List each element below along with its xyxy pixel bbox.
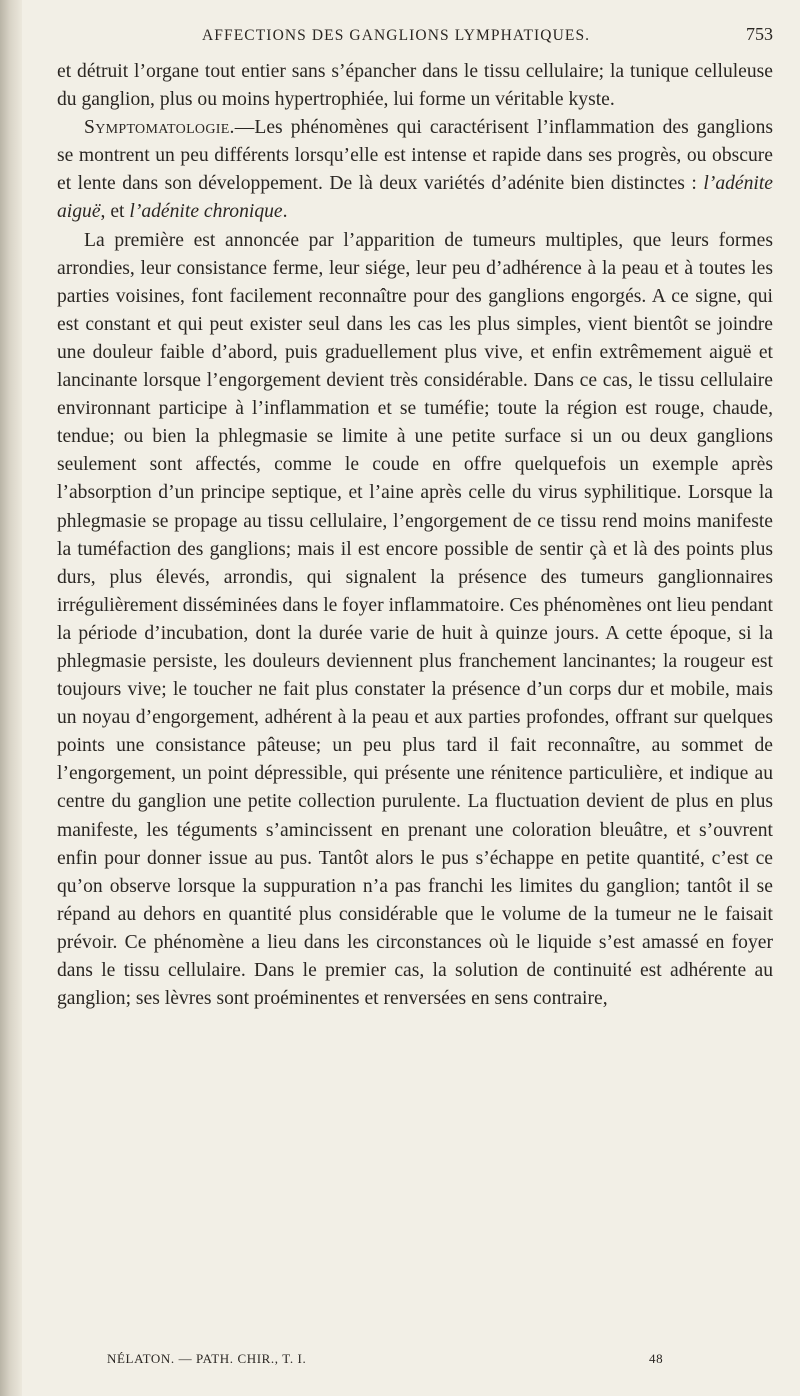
paragraph-premiere-variete: La première est annoncée par l’apparition de tumeurs multiples, que leurs formes arrondies, leur consistance ferme, leur siége, leur peu d’adhérence à la peau et à toutes les parties voisines, font facilement reconnaître pour des ganglions engorgés. A ce signe, qui est constant et qui peut exister seul dans les cas les plus simples, vient bientôt se joindre une douleur faible d’abord, puis graduellement plus vive, et enfin extrêmement aiguë et lancinante lorsque l’engorgement devient très considérable. Dans ce cas, le tissu cellulaire environnant participe à l’inflammation et se tuméfie; toute la région est rouge, chaude, tendue; ou bien la phlegmasie se limite à une petite surface si un ou deux ganglions seulement sont affectés, comme le coude en offre quelquefois un exemple après l’absorption d’un principe septique, et l’aine après celle du virus syphilitique. Lorsque la phlegmasie se propage au tissu cellulaire, l’engorgement de ce tissu rend moins manifeste la tuméfaction des ganglions; mais il est encore possible de sentir çà et là des points plus durs, plus élevés, arrondis, qui signalent la présence des tumeurs ganglionnaires irrégulièrement disséminées dans le foyer inflammatoire. Ces phénomènes ont lieu pendant la période d’incubation, dont la durée varie de huit à quinze jours. A cette époque, si la phlegmasie persiste, les douleurs deviennent plus franchement lancinantes; la rougeur est toujours vive; le toucher ne fait plus constater la présence d’un corps dur et mobile, mais un noyau d’engorgement, adhérent à la peau et aux parties profondes, offrant sur quelques points une consistance pâteuse; un peu plus tard il fait reconnaître, au sommet de l’engorgement, un point dépressible, qui présente une rénitence particulière, et indique au centre du ganglion une petite collection purulente. La fluctuation devient de plus en plus manifeste, les téguments s’amincissent en prenant une coloration bleuâtre, et s’ouvrent enfin pour donner issue au pus. Tantôt alors le pus s’échappe en petite quantité, c’est ce qu’on observe lorsque la suppuration n’a pas franchi les limites du ganglion; tantôt il se répand au dehors en quantité plus considérable que le volume de la tumeur ne le faisait prévoir. Ce phénomène a lieu dans les circonstances où le liquide s’est amassé en foyer dans le tissu cellulaire. Dans le premier cas, la solution de continuité est adhérente au ganglion; ses lèvres sont proéminentes et renversées en sens contraire, <box>57 229 773 1010</box>
paragraph-text: , et <box>100 201 130 223</box>
term-adenite-chronique: l’adénite chronique <box>129 201 283 223</box>
book-page <box>57 24 773 1013</box>
paragraph-text: —Les phénomènes qui caractérisent l’inflammation des ganglions se montrent un peu différents lorsqu’elle est intense et rapide dans ses progrès, ou obscure et lente dans son développement. De là deux variétés d’adénite bien distinctes : <box>57 117 773 195</box>
printer-signature <box>57 1351 773 1375</box>
page-number: 753 <box>746 24 773 44</box>
term-adenite-aigue: l’adénite aiguë <box>57 173 773 223</box>
signature-mark: NÉLATON. — PATH. CHIR., T. I. <box>107 1351 307 1366</box>
running-head-title: AFFECTIONS DES GANGLIONS LYMPHATIQUES. <box>202 27 591 44</box>
paragraph-kyste: et détruit l’organe tout entier sans s’épancher dans le tissu cellulaire; la tunique celluleuse du ganglion, plus ou moins hypertrophiée, lui forme un véritable kyste. <box>57 61 773 111</box>
paragraph-symptomatologie <box>57 114 773 226</box>
paragraph-text: . <box>282 201 288 223</box>
signature-number: 48 <box>649 1351 664 1366</box>
section-heading-symptomatologie: Symptomatologie. <box>84 117 235 139</box>
running-head <box>57 0 773 44</box>
page-binding-shadow <box>0 0 22 1396</box>
